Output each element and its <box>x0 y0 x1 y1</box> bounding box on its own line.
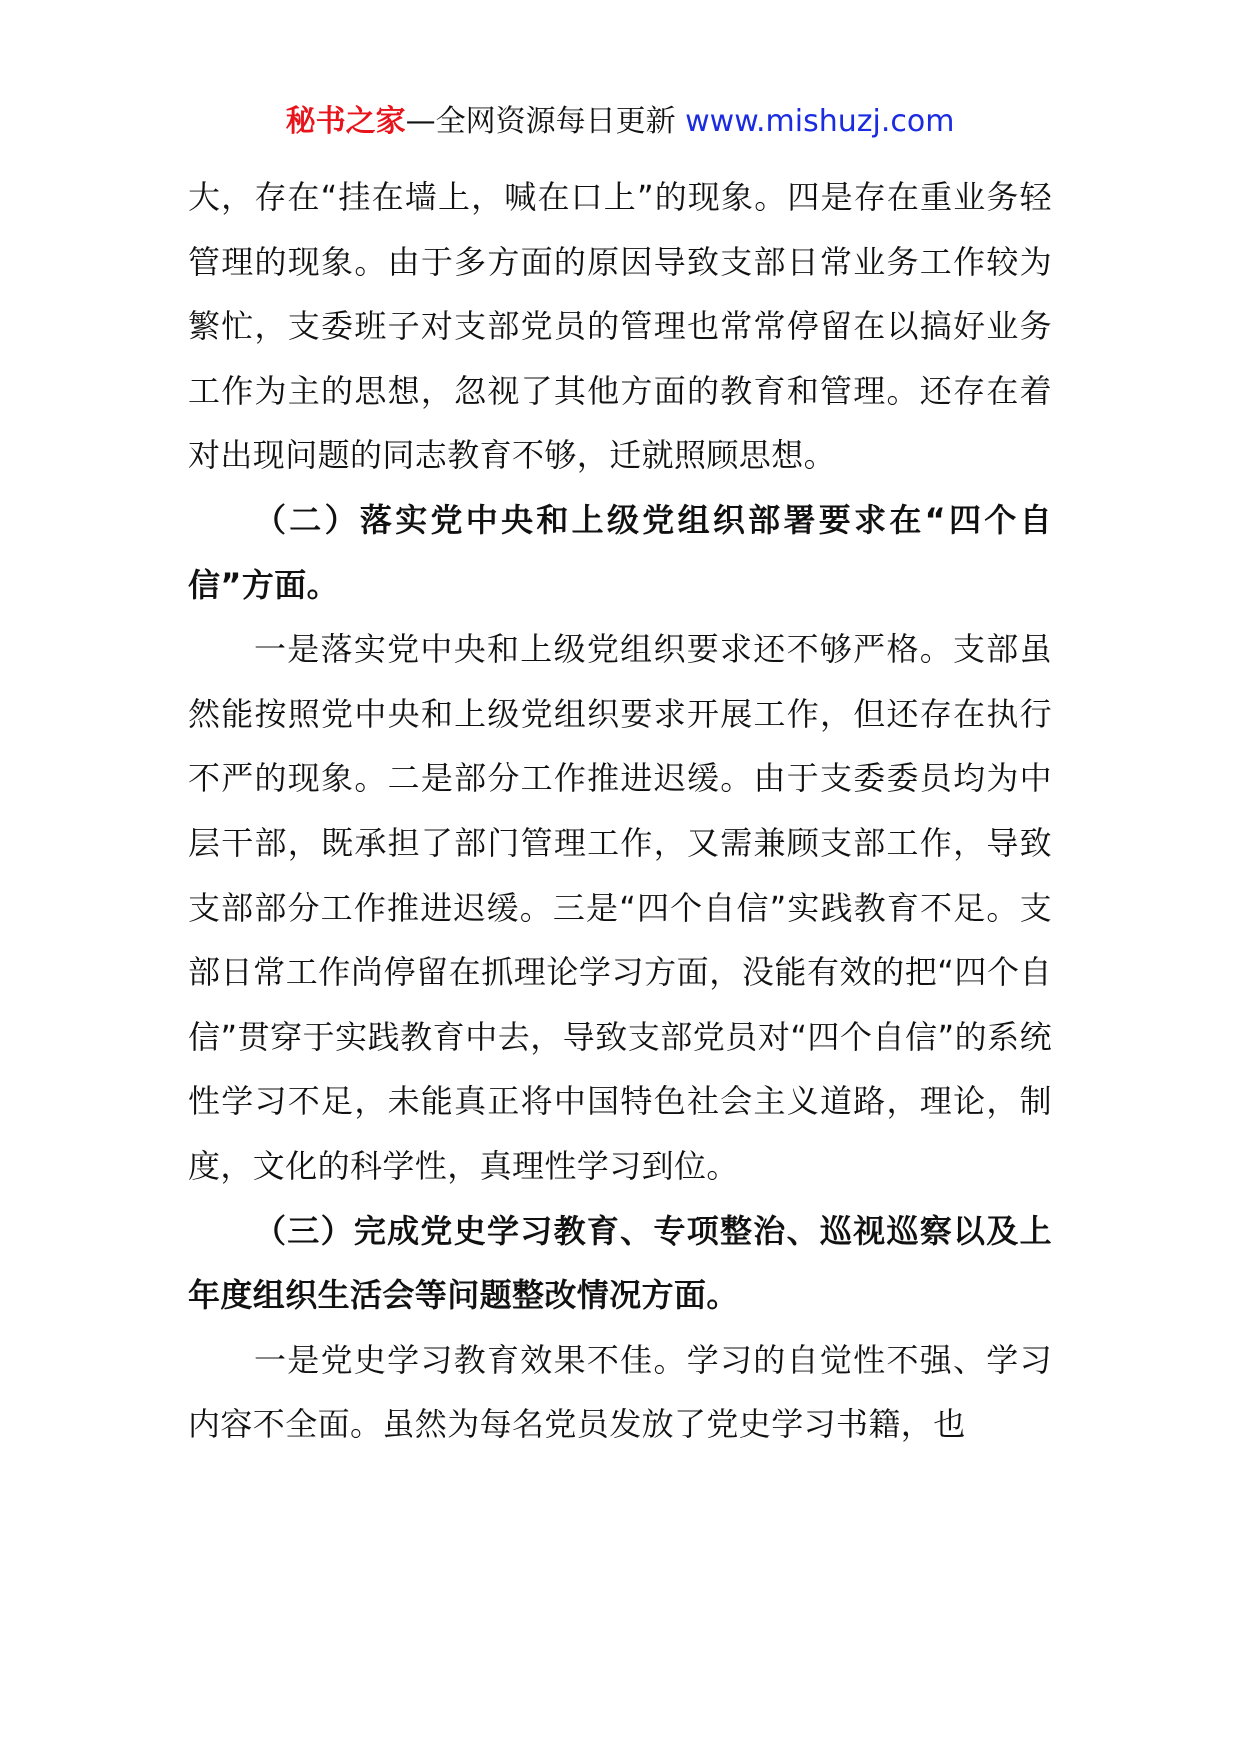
header-tagline: —全网资源每日更新 <box>405 104 686 139</box>
paragraph-section-2: 一是落实党中央和上级党组织要求还不够严格。支部虽然能按照党中央和上级党组织要求开展工作，但还存在执行不严的现象。二是部分工作推进迟缓。由于支委委员均为中层干部，既承担了部门管理工作，又需兼顾支部工作，导致支部部分工作推进迟缓。三是“四个自信”实践教育不足。支部日常工作尚停留在抓理论学习方面，没能有效的把“四个自信”贯穿于实践教育中去，导致支部党员对“四个自信”的系统性学习不足，未能真正将中国特色社会主义道路，理论，制度，文化的科学性，真理性学习到位。 <box>188 630 1052 1185</box>
paragraph-continued: 大，存在“挂在墙上，喊在口上”的现象。四是存在重业务轻管理的现象。由于多方面的原因导致支部日常业务工作较为繁忙，支委班子对支部党员的管理也常常停留在以搞好业务工作为主的思想，忽视了其他方面的教育和管理。还存在着对出现问题的同志教育不够，迁就照顾思想。 <box>188 178 1052 475</box>
document-body <box>188 165 1052 1457</box>
section-heading-2: （二）落实党中央和上级党组织部署要求在“四个自信”方面。 <box>188 500 1052 604</box>
site-url-link[interactable]: www.mishuzj.com <box>685 104 955 139</box>
site-header <box>0 100 1240 144</box>
paragraph-section-3: 一是党史学习教育效果不佳。学习的自觉性不强、学习内容不全面。虽然为每名党员发放了党史学习书籍，也 <box>188 1340 1052 1444</box>
section-heading-3: （三）完成党史学习教育、专项整治、巡视巡察以及上年度组织生活会等问题整改情况方面。 <box>188 1211 1052 1315</box>
brand-name: 秘书之家 <box>285 104 406 139</box>
